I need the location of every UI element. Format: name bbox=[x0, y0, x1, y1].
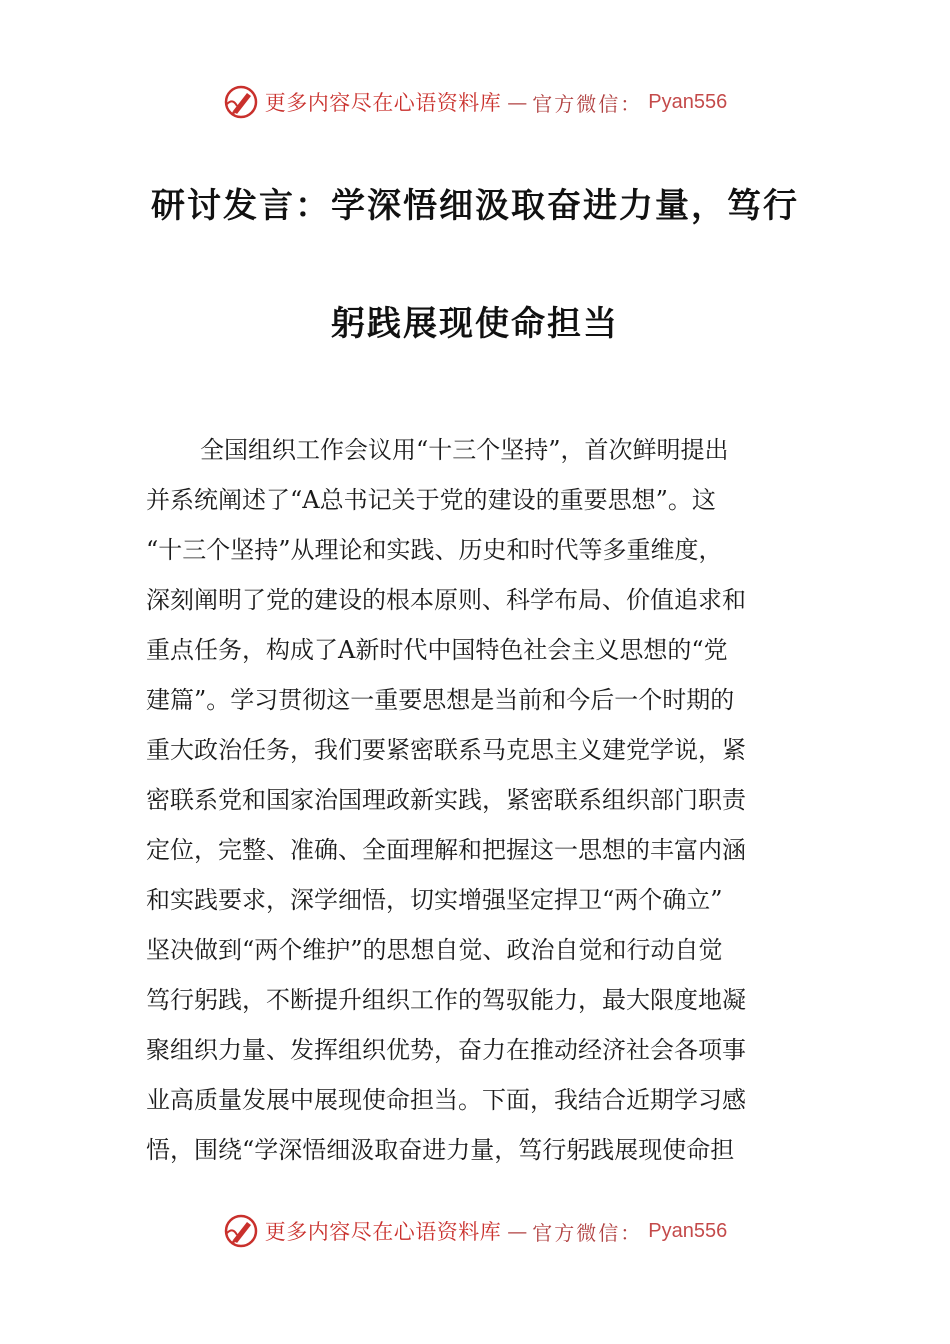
body-line: 建篇”。学习贯彻这一重要思想是当前和今后一个时期的 bbox=[146, 686, 735, 714]
banner-text: 更多内容尽在心语资料库 bbox=[264, 1220, 502, 1244]
banner-separator: — bbox=[507, 90, 527, 114]
document-title-line-1: 研讨发言：学深悟细汲取奋进力量，笃行 bbox=[151, 186, 799, 226]
body-line: 聚组织力量、发挥组织优势，奋力在推动经济社会各项事 bbox=[146, 1036, 746, 1064]
footer-watermark-banner bbox=[0, 1211, 950, 1251]
banner-official-label: 官方微信： bbox=[532, 1220, 643, 1245]
banner-separator: — bbox=[507, 1219, 527, 1243]
body-line: 密联系党和国家治国理政新实践，紧密联系组织部门职责 bbox=[146, 786, 746, 814]
body-line: 和实践要求，深学细悟，切实增强坚定捍卫“两个确立” bbox=[146, 886, 723, 914]
body-line: 深刻阐明了党的建设的根本原则、科学布局、价值追求和 bbox=[146, 586, 746, 614]
body-line: 全国组织工作会议用“十三个坚持”，首次鲜明提出 bbox=[200, 436, 729, 464]
body-line: 业高质量发展中展现使命担当。下面，我结合近期学习感 bbox=[146, 1086, 746, 1114]
body-line: 笃行躬践，不断提升组织工作的驾驭能力，最大限度地凝 bbox=[146, 986, 746, 1014]
banner-text: 更多内容尽在心语资料库 bbox=[264, 91, 502, 115]
pen-nib-logo-icon bbox=[223, 1213, 259, 1249]
body-line: 坚决做到“两个维护”的思想自觉、政治自觉和行动自觉 bbox=[146, 936, 723, 964]
header-watermark-banner bbox=[0, 82, 950, 122]
banner-wechat-id: Pyan556 bbox=[648, 1219, 728, 1242]
body-line: 并系统阐述了“A总书记关于党的建设的重要思想”。这 bbox=[146, 486, 716, 514]
body-line: 悟，围绕“学深悟细汲取奋进力量，笃行躬践展现使命担 bbox=[146, 1136, 735, 1164]
document-title-line-2: 躬践展现使命担当 bbox=[331, 304, 619, 344]
body-line: “十三个坚持”从理论和实践、历史和时代等多重维度， bbox=[146, 536, 723, 564]
banner-wechat-id: Pyan556 bbox=[648, 90, 728, 113]
body-line: 重大政治任务，我们要紧密联系马克思主义建党学说，紧 bbox=[146, 736, 746, 764]
pen-nib-logo-icon bbox=[223, 84, 259, 120]
body-line: 重点任务，构成了A新时代中国特色社会主义思想的“党 bbox=[146, 636, 728, 664]
body-line: 定位，完整、准确、全面理解和把握这一思想的丰富内涵 bbox=[146, 836, 746, 864]
banner-official-label: 官方微信： bbox=[532, 91, 643, 116]
